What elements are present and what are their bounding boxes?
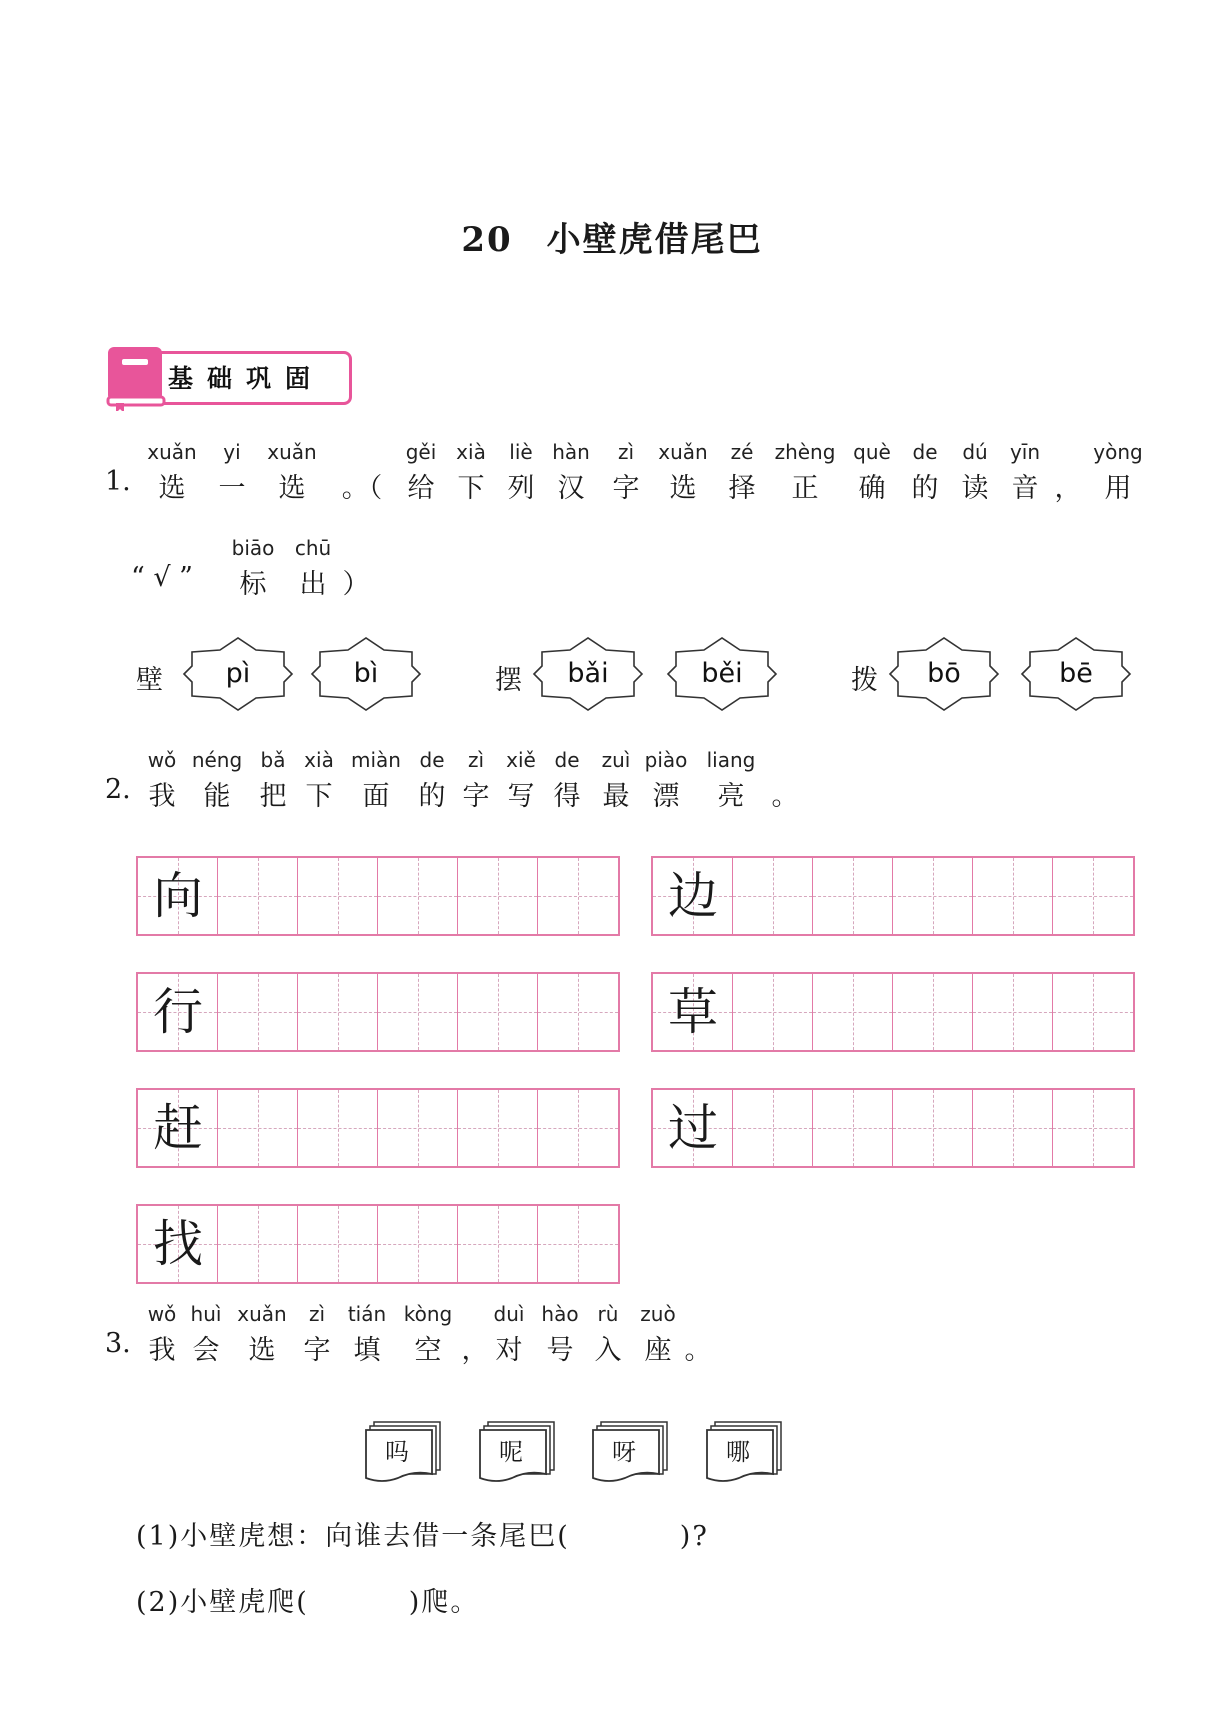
fill-sentence	[136, 1514, 709, 1553]
pinyin: yòng	[1093, 440, 1143, 464]
pinyin: xuǎn	[237, 1302, 287, 1326]
sentence-before: (1)小壁虎想：向谁去借一条尾巴(	[136, 1521, 570, 1552]
practice-cell[interactable]	[458, 974, 538, 1050]
hanzi: 。	[684, 1335, 712, 1366]
hanzi: 用	[1104, 473, 1132, 504]
pinyin: hào	[541, 1302, 579, 1326]
pinyin: xuǎn	[147, 440, 197, 464]
pinyin: xià	[304, 748, 334, 772]
word-card[interactable]	[589, 1418, 669, 1482]
q3-prompt	[0, 1302, 1224, 1372]
pinyin-option-label: bì	[353, 658, 379, 689]
pinyin: xià	[456, 440, 486, 464]
practice-cell[interactable]	[298, 858, 378, 934]
section-label: 基础巩固	[168, 364, 325, 393]
hanzi: 确	[858, 473, 886, 504]
hanzi: 入	[594, 1335, 622, 1366]
pinyin-option-label: bǎi	[567, 658, 609, 689]
sentence-after: )?	[679, 1521, 709, 1552]
model-char: 边	[668, 867, 718, 925]
model-char: 赶	[153, 1099, 203, 1157]
pinyin: biāo	[231, 536, 275, 560]
practice-cell[interactable]	[218, 1090, 298, 1166]
pinyin: xuǎn	[267, 440, 317, 464]
pinyin: xiě	[506, 748, 536, 772]
practice-cell[interactable]	[733, 974, 813, 1050]
pinyin-option-label: běi	[701, 658, 743, 689]
pinyin: chū	[294, 536, 332, 560]
pinyin: zuì	[601, 748, 631, 772]
pinyin: de	[419, 748, 445, 772]
pinyin-option-box[interactable]	[1016, 636, 1136, 712]
practice-cell[interactable]	[893, 1090, 973, 1166]
practice-cell[interactable]	[298, 1206, 378, 1282]
model-char: 草	[668, 983, 718, 1041]
question-number: 1.	[105, 466, 131, 497]
word-card[interactable]	[476, 1418, 556, 1482]
hanzi: 择	[728, 473, 756, 504]
model-char: 找	[153, 1215, 203, 1273]
pinyin: wǒ	[147, 1302, 177, 1326]
pinyin-option-box[interactable]	[528, 636, 648, 712]
model-char-cell	[138, 974, 218, 1050]
word-card-text: 呀	[612, 1438, 636, 1466]
practice-cell[interactable]	[813, 974, 893, 1050]
hanzi: 。	[771, 781, 799, 812]
practice-cell[interactable]	[298, 1090, 378, 1166]
practice-cell[interactable]	[893, 974, 973, 1050]
hanzi: 最	[602, 781, 630, 812]
hanzi: 填	[353, 1335, 381, 1366]
pinyin: kòng	[403, 1302, 453, 1326]
pinyin-option-box[interactable]	[884, 636, 1004, 712]
writing-grid	[651, 972, 1135, 1052]
hanzi: 的	[911, 473, 939, 504]
page-title	[0, 212, 1224, 261]
practice-cell[interactable]	[378, 1206, 458, 1282]
practice-cell[interactable]	[1053, 858, 1133, 934]
hanzi: ，	[461, 1335, 489, 1366]
question-number: 2.	[105, 774, 131, 805]
word-card-text: 吗	[385, 1438, 409, 1466]
pinyin: de	[554, 748, 580, 772]
pinyin-option-label: bō	[927, 658, 961, 689]
lesson-number: 20	[461, 220, 513, 260]
hanzi: 把	[259, 781, 287, 812]
pinyin: hàn	[552, 440, 590, 464]
hanzi: 出	[299, 569, 327, 600]
model-char: 过	[668, 1099, 718, 1157]
pinyin: zuò	[640, 1302, 676, 1326]
sentence-before: (2)小壁虎爬(	[136, 1587, 309, 1618]
hanzi: 选	[158, 473, 186, 504]
hanzi: 对	[495, 1335, 523, 1366]
pinyin: piào	[644, 748, 688, 772]
hanzi: 下	[305, 781, 333, 812]
practice-cell[interactable]	[538, 974, 618, 1050]
target-char: 壁	[136, 665, 163, 696]
pinyin: yi	[223, 440, 241, 464]
practice-cell[interactable]	[458, 858, 538, 934]
hanzi: 列	[507, 473, 535, 504]
pinyin: huì	[190, 1302, 222, 1326]
pinyin-option-box[interactable]	[178, 636, 298, 712]
hanzi: ，	[1054, 473, 1082, 504]
hanzi: “ √ ”	[131, 562, 193, 593]
hanzi: 字	[612, 473, 640, 504]
hanzi: 给	[407, 473, 435, 504]
pinyin: zhèng	[774, 440, 836, 464]
hanzi: 下	[457, 473, 485, 504]
hanzi: 得	[553, 781, 581, 812]
practice-cell[interactable]	[893, 858, 973, 934]
practice-cell[interactable]	[218, 858, 298, 934]
model-char: 行	[153, 983, 203, 1041]
hanzi: 空	[414, 1335, 442, 1366]
hanzi: ）	[342, 569, 370, 600]
writing-grid	[136, 1204, 620, 1284]
practice-cell[interactable]	[813, 858, 893, 934]
hanzi: 。（	[341, 473, 383, 504]
model-char-cell	[653, 1090, 733, 1166]
model-char-cell	[653, 974, 733, 1050]
book-icon	[106, 347, 168, 411]
writing-grid	[136, 1088, 620, 1168]
word-card-text: 哪	[726, 1438, 750, 1466]
pinyin: miàn	[351, 748, 401, 772]
pinyin: rù	[597, 1302, 619, 1326]
hanzi: 选	[248, 1335, 276, 1366]
model-char-cell	[138, 1206, 218, 1282]
pinyin: liang	[706, 748, 756, 772]
practice-cell[interactable]	[378, 1090, 458, 1166]
hanzi: 读	[961, 473, 989, 504]
q1-prompt-line1	[0, 440, 1224, 510]
pinyin: wǒ	[147, 748, 177, 772]
pinyin: què	[853, 440, 891, 464]
pinyin: zé	[730, 440, 754, 464]
pinyin: zì	[308, 1302, 326, 1326]
practice-cell[interactable]	[458, 1090, 538, 1166]
hanzi: 我	[148, 1335, 176, 1366]
model-char-cell	[138, 1090, 218, 1166]
fill-sentence	[136, 1580, 479, 1619]
hanzi: 我	[148, 781, 176, 812]
model-char: 向	[153, 867, 203, 925]
practice-cell[interactable]	[298, 974, 378, 1050]
practice-cell[interactable]	[538, 1206, 618, 1282]
practice-cell[interactable]	[1053, 1090, 1133, 1166]
hanzi: 会	[192, 1335, 220, 1366]
pinyin: duì	[493, 1302, 525, 1326]
practice-cell[interactable]	[973, 974, 1053, 1050]
practice-cell[interactable]	[973, 858, 1053, 934]
hanzi: 音	[1011, 473, 1039, 504]
word-card[interactable]	[703, 1418, 783, 1482]
practice-cell[interactable]	[813, 1090, 893, 1166]
hanzi: 号	[546, 1335, 574, 1366]
hanzi: 亮	[717, 781, 745, 812]
practice-cell[interactable]	[973, 1090, 1053, 1166]
hanzi: 选	[669, 473, 697, 504]
hanzi: 正	[791, 473, 819, 504]
pinyin: tián	[347, 1302, 387, 1326]
practice-cell[interactable]	[538, 858, 618, 934]
pinyin-option-box[interactable]	[306, 636, 426, 712]
sentence-after: )爬。	[408, 1587, 480, 1618]
writing-grid	[136, 856, 620, 936]
pinyin: de	[912, 440, 938, 464]
target-char: 拨	[851, 665, 878, 696]
hanzi: 字	[303, 1335, 331, 1366]
practice-cell[interactable]	[218, 974, 298, 1050]
practice-cell[interactable]	[538, 1090, 618, 1166]
pinyin: gěi	[405, 440, 437, 464]
q2-prompt	[0, 748, 1224, 818]
practice-cell[interactable]	[733, 1090, 813, 1166]
hanzi: 能	[203, 781, 231, 812]
lesson-title: 小壁虎借尾巴	[546, 220, 763, 260]
practice-cell[interactable]	[378, 858, 458, 934]
target-char: 摆	[495, 665, 522, 696]
hanzi: 汉	[557, 473, 585, 504]
pinyin: yīn	[1009, 440, 1041, 464]
hanzi: 的	[418, 781, 446, 812]
hanzi: 漂	[652, 781, 680, 812]
pinyin: zì	[617, 440, 635, 464]
hanzi: 座	[644, 1335, 672, 1366]
hanzi: 一	[218, 473, 246, 504]
model-char-cell	[138, 858, 218, 934]
pinyin: xuǎn	[658, 440, 708, 464]
hanzi: 字	[462, 781, 490, 812]
practice-cell[interactable]	[378, 974, 458, 1050]
hanzi: 写	[507, 781, 535, 812]
hanzi: 选	[278, 473, 306, 504]
pinyin: dú	[962, 440, 988, 464]
pinyin-option-box[interactable]	[662, 636, 782, 712]
practice-cell[interactable]	[218, 1206, 298, 1282]
pinyin: zì	[467, 748, 485, 772]
pinyin-option-label: pì	[225, 658, 251, 689]
practice-cell[interactable]	[733, 858, 813, 934]
q1-prompt-line2	[0, 536, 1224, 606]
practice-cell[interactable]	[1053, 974, 1133, 1050]
pinyin: liè	[509, 440, 533, 464]
writing-grid	[136, 972, 620, 1052]
question-number: 3.	[105, 1328, 131, 1359]
practice-cell[interactable]	[458, 1206, 538, 1282]
section-badge	[106, 347, 351, 405]
q1-options	[0, 636, 1224, 716]
pinyin: néng	[191, 748, 243, 772]
hanzi: 面	[362, 781, 390, 812]
word-card[interactable]	[362, 1418, 442, 1482]
writing-grid	[651, 856, 1135, 936]
pinyin: bǎ	[260, 748, 286, 772]
model-char-cell	[653, 858, 733, 934]
word-card-text: 呢	[499, 1438, 523, 1466]
hanzi: 标	[239, 569, 267, 600]
pinyin-option-label: bē	[1059, 658, 1093, 689]
writing-grid	[651, 1088, 1135, 1168]
